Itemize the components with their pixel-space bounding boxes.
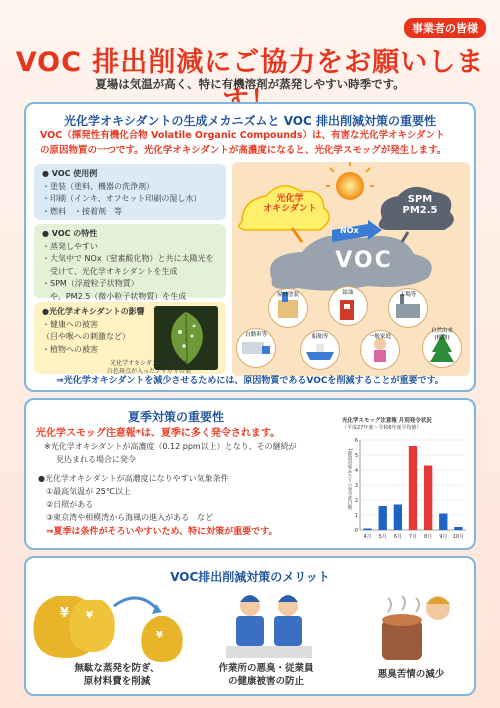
main-title: VOC 排出削減にご協力をお願いしま (15, 47, 485, 78)
source-label: 船舶等 (311, 334, 329, 340)
chart-bar (394, 505, 402, 531)
mechanism-diagram (232, 162, 470, 376)
chart-y-tick: 4 (354, 468, 358, 474)
merit-health: 作業所の悪臭・従業員 の健康被害の防止 (218, 663, 314, 687)
note-line: ※光化学オキシダントが高濃度（0.12 ppm以上）となり、その継続が (44, 442, 297, 451)
chart-ylabel: 1都道府県あたりの発令延日数 (347, 448, 352, 510)
chart-bar (424, 466, 432, 531)
chart-bar (363, 529, 371, 531)
effects-heading: ●光化学オキシダントの影響 (42, 307, 145, 316)
chart-title: 光化学スモッグ注意報 月別発令状況 (342, 418, 432, 424)
merits-illustrations (26, 586, 474, 666)
merits-section (24, 556, 476, 696)
chart-x-tick: 8月 (424, 534, 433, 540)
nox-label: NOx (340, 226, 359, 235)
mechanism-conclusion: ⇒光化学オキシダントを減少させるためには、原因物質であるVOCを削減することが重要です。 (56, 376, 444, 386)
chart-y-tick: 2 (354, 498, 358, 504)
chart-bar (409, 446, 417, 530)
source-label: 屋外塗装 (276, 292, 299, 298)
condition-item: ②日照がある (46, 500, 94, 509)
mechanism-title: 光化学オキシダントの生成メカニズムと VOC 排出削減対策の重要性 (64, 114, 436, 128)
chart-svg (342, 434, 470, 546)
yen-symbol: ¥ (60, 606, 70, 621)
chart-bar (379, 506, 387, 530)
uses-item: ・印刷（インキ、オフセット印刷の湿し水） (42, 194, 202, 203)
voc-intro (40, 128, 464, 158)
note-line: 見込まれる場合に発令 (56, 455, 136, 464)
traits-item: 受けて、光化学オキシダントを生成 (42, 266, 178, 276)
summer-notes (38, 440, 334, 539)
money-bag-medium-icon (69, 600, 115, 652)
chart-y-tick: 5 (354, 453, 358, 459)
warning-chart (342, 416, 470, 546)
source-label: 自動車等 (244, 332, 267, 338)
source-label: 一般家庭 (368, 334, 391, 340)
voc-uses-panel (34, 164, 226, 220)
merit-odor: 悪臭苦情の減少 (377, 669, 445, 680)
chart-bar (439, 514, 447, 531)
voc-label: VOC (335, 248, 393, 273)
merit-cost: 無駄な蒸発を防ぎ、 原材料費を削減 (74, 663, 160, 687)
yen-symbol: ¥ (86, 610, 93, 621)
chart-bar (454, 527, 462, 530)
chart-y-tick: 1 (354, 513, 358, 519)
chart-x-tick: 4月 (363, 534, 372, 540)
summer-conclusion: ⇒夏季は条件がそろいやすいため、特に対策が重要です。 (46, 527, 278, 537)
intro-line-2: の原因物質の一つです。光化学オキシダントが高濃度になると、光化学スモッグが発生します。 (40, 145, 447, 156)
source-label: 給油 (342, 290, 354, 296)
traits-item: ・蒸発しやすい (42, 241, 98, 251)
chart-x-tick: 7月 (408, 534, 418, 540)
summer-title: 夏季対策の重要性 (127, 410, 224, 424)
chart-y-tick: 0 (354, 528, 358, 534)
spm-label: SPM PM2.5 (402, 194, 438, 216)
traits-item: ・SPM（浮遊粒子状物質） (42, 279, 139, 288)
chart-y-tick: 3 (354, 483, 358, 489)
uses-heading: ● VOC 使用例 (42, 169, 98, 178)
chart-x-tick: 6月 (393, 534, 402, 540)
chart-x-tick: 5月 (378, 534, 387, 540)
leaf-caption-line: 白色斑点が入ったアサガオの葉 (107, 368, 191, 375)
effects-item: ・植物への被害 (42, 344, 98, 354)
merits-title: VOC排出削減対策のメリット (170, 570, 330, 584)
traits-item: や、PM2.5（微小粒子状物質）を生成 (42, 291, 187, 301)
yen-symbol: ¥ (156, 630, 163, 641)
voc-traits-panel (34, 224, 226, 301)
intro-line-1: VOC（揮発性有機化合物 Volatile Organic Compounds）は、有害な光化学オキシダント (40, 130, 445, 141)
conditions-heading: ●光化学オキシダントが高濃度になりやすい気象条件 (38, 474, 229, 483)
effects-item: （目や喉への刺激など） (42, 332, 130, 341)
source-label: 工場等 (399, 292, 417, 298)
mechanism-section (24, 102, 476, 392)
condition-item: ③東京湾や相模湾から海風の進入がある など (46, 513, 214, 522)
traits-heading: ● VOC の特性 (42, 229, 98, 238)
chart-subtitle: （平成27年度〜令和6年度平均値） (342, 425, 422, 431)
condition-item: ①最高気温が 25℃以上 (46, 487, 131, 496)
uses-item: ・塗装（塗料、機器の洗浄剤） (42, 181, 154, 191)
summer-section (24, 398, 476, 550)
subtitle: 夏場は気温が高く、特に有機溶剤が蒸発しやすい時季です。 (95, 77, 405, 91)
chart-y-tick: 6 (354, 438, 358, 444)
uses-item: ・燃料 ・接着剤 等 (42, 206, 122, 216)
leaf-caption-line: 光化学オキシダントの影響で (110, 360, 188, 367)
chart-x-tick: 9月 (439, 534, 448, 540)
summer-lead: 光化学スモッグ注意報*は、夏季に多く発令されます。 (36, 428, 281, 439)
traits-item: ・大気中で NOx（窒素酸化物）と共に太陽光を (42, 254, 214, 263)
source-label: 自然由来 (植物) (430, 328, 453, 341)
chart-x-tick: 10月 (452, 534, 465, 540)
audience-badge: 事業者の皆様 (404, 18, 486, 38)
oxidant-label: 光化学 オキシダント (263, 194, 317, 214)
effects-item: ・健康への被害 (42, 319, 98, 329)
